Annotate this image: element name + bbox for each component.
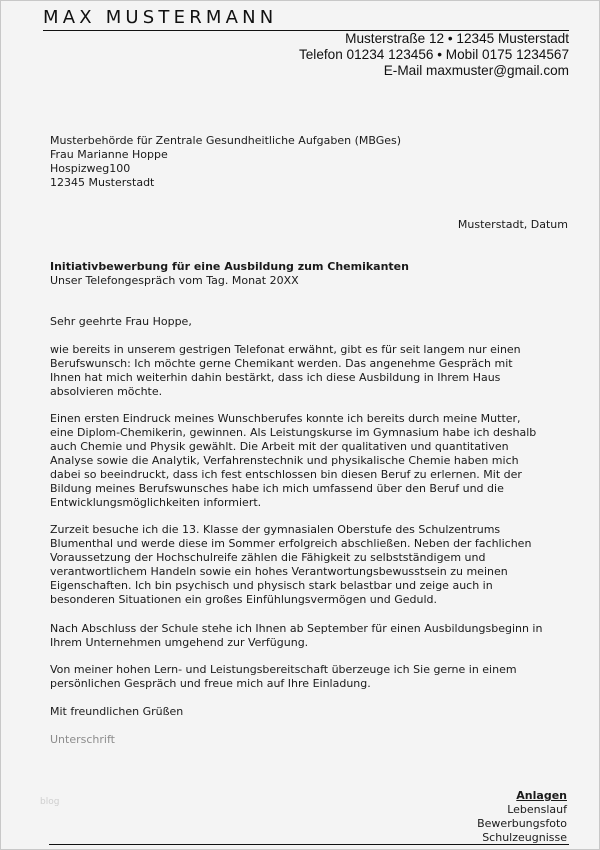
attachment-item: Lebenslauf [507,803,567,816]
sender-address: Musterstraße 12 • 12345 Musterstadt [345,31,569,46]
paragraph-line: Berufswunsch: Ich möchte gerne Chemikant werden. Das angenehme Gespräch mit [50,357,513,370]
recipient-address [50,134,401,190]
paragraph-line: Voraussetzung der Hochschulreife zählen die Fähigkeit zu selbstständigem und [50,551,486,564]
paragraph-line: Zurzeit besuche ich die 13. Klasse der gymnasialen Oberstufe des Schulzentrums [50,523,501,536]
body-paragraph [50,343,580,399]
salutation: Sehr geehrte Frau Hoppe, [50,315,192,328]
paragraph-line: Ihnen hat mich weiterhin dahin bestärkt, dass ich diese Ausbildung in Ihrem Haus [50,371,501,384]
paragraph-line: Ihrem Unternehmen umgehend zur Verfügung. [50,636,309,649]
recipient-street: Hospizweg100 [50,162,131,175]
signature-placeholder: Unterschrift [50,733,115,746]
attachments-list [477,789,567,845]
footer-divider [49,844,569,845]
closing: Mit freundlichen Grüßen [50,705,184,718]
paragraph-line: besonderen Situationen ein großes Einfühlungsvermögen und Geduld. [50,593,438,606]
paragraph-line: auch Chemie und Physik gewählt. Die Arbeit mit der qualitativen und quantitativen [50,440,509,453]
paragraph-line: absolvieren möchte. [50,385,163,398]
paragraph-line: verantwortlichem Handeln sowie ein hohes Verantwortungsbewusstsein zu meinen [50,565,508,578]
place-date: Musterstadt, Datum [457,218,568,231]
paragraph-line: Einen ersten Eindruck meines Wunschberufes konnte ich bereits durch meine Mutter, [50,412,521,425]
attachment-item: Bewerbungsfoto [477,817,567,830]
sender-name: MAX MUSTERMANN [43,7,278,28]
recipient-city: 12345 Musterstadt [50,176,155,189]
recipient-person: Frau Marianne Hoppe [50,148,168,161]
paragraph-line: wie bereits in unserem gestrigen Telefonat erwähnt, gibt es für seit langem nur einen [50,343,521,356]
subject-title: Initiativbewerbung für eine Ausbildung zum Chemikanten [50,260,409,273]
sender-email: E-Mail maxmuster@gmail.com [383,63,569,78]
sender-contact [299,31,569,79]
paragraph-line: Von meiner hohen Lern- und Leistungsbereitschaft überzeuge ich Sie gerne in einem [50,663,517,676]
subject-reference: Unser Telefongespräch vom Tag. Monat 20XX [50,274,299,287]
recipient-organization: Musterbehörde für Zentrale Gesundheitliche Aufgaben (MBGes) [50,134,402,147]
paragraph-line: Blumenthal und werde diese im Sommer erfolgreich abschließen. Neben der fachlichen [50,537,532,550]
body-paragraph [50,412,580,510]
paragraph-line: persönlichen Gespräch und freue mich auf Ihre Einladung. [50,677,371,690]
paragraph-line: Bildung meines Berufswunsches habe ich mich umfassend über den Beruf und die [50,482,504,495]
paragraph-line: Eigenschaften. Ich bin psychisch und physisch stark belastbar und zeige auch in [50,579,493,592]
paragraph-line: Entwicklungsmöglichkeiten informiert. [50,496,262,509]
body-paragraph [50,663,580,691]
attachment-item: Schulzeugnisse [482,831,567,844]
subject-block [50,260,409,288]
paragraph-line: eine Diplom-Chemikerin, gewinnen. Als Leistungskurse im Gymnasium habe ich deshalb [50,426,537,439]
body-paragraph [50,523,580,607]
paragraph-line: dabei so beeindruckt, dass ich fest entschlossen bin diesen Beruf zu erlernen. Mit der [50,468,522,481]
sender-phone: Telefon 01234 123456 • Mobil 0175 1234567 [298,47,569,62]
watermark: blog [40,797,60,807]
paragraph-line: Nach Abschluss der Schule stehe ich Ihnen ab September für einen Ausbildungsbeginn in [50,622,543,635]
paragraph-line: Analyse sowie die Analytik, Verfahrenstechnik und physikalische Chemie haben mich [50,454,519,467]
attachments-title: Anlagen [516,789,567,802]
body-paragraph [50,622,580,650]
